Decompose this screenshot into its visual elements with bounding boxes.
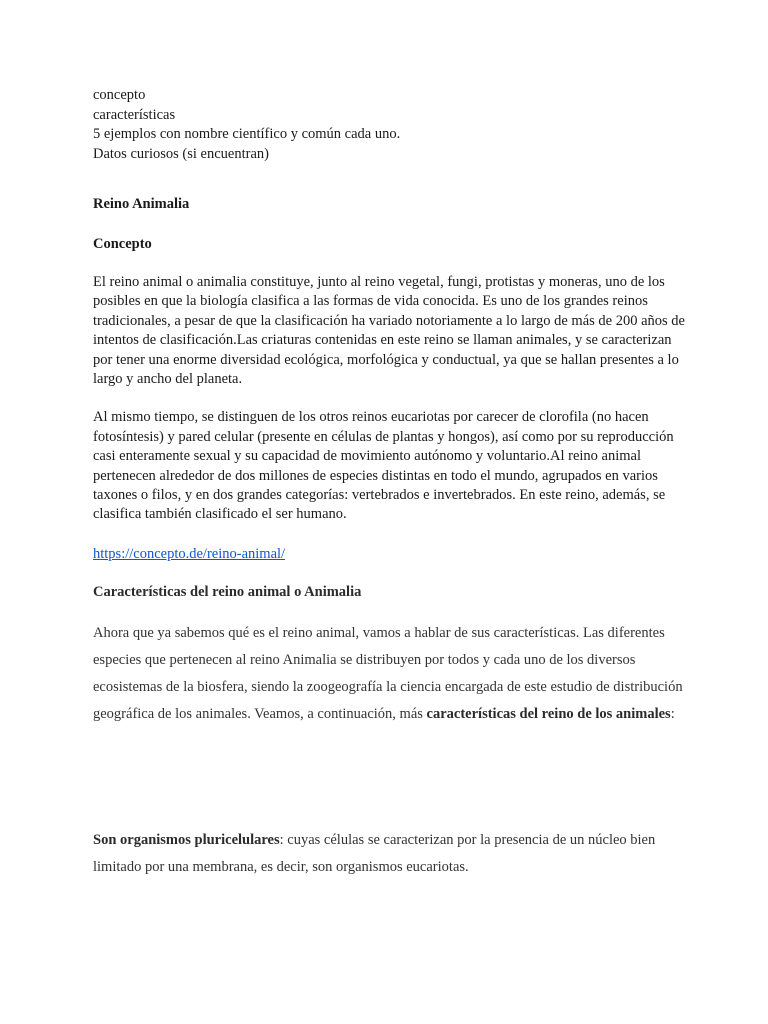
task-item: concepto	[93, 87, 146, 103]
paragraph-intro-caracteristicas	[93, 620, 688, 728]
heading-reino-animalia: Reino Animalia	[93, 196, 190, 212]
paragraph-intro-text: Ahora que ya sabemos qué es el reino animal, vamos a hablar de sus características. Las diferentes especies que pertenecen al reino Animalia se distribuyen por todos y cada uno de los diversos ecosistemas de la biosfera, siendo la zoogeografía la ciencia encargada de este estudio de distribución geográfica de los animales. Veamos, a continuación, más	[93, 624, 683, 722]
paragraph-pluricelulares-bold: Son organismos pluricelulares	[93, 831, 280, 848]
paragraph-distinctions: Al mismo tiempo, se distinguen de los otros reinos eucariotas por carecer de clorofila (no hacen fotosíntesis) y pared celular (presente en células de plantas y hongos), así como por su reproducción casi enteramente sexual y su capacidad de movimiento autónomo y voluntario.Al reino animal pertenecen alrededor de dos millones de especies distintas en todo el mundo, agrupados en varios taxones o filos, y en dos grandes categorías: vertebrados e invertebrados. En este reino, además, se clasifica también clasificado el ser humano.	[93, 409, 674, 523]
paragraph-intro-bold: características del reino de los animales	[426, 705, 671, 722]
paragraph-pluricelulares	[93, 827, 688, 881]
paragraph-intro-tail: :	[670, 705, 675, 722]
task-list	[93, 86, 688, 164]
source-link[interactable]: https://concepto.de/reino-animal/	[93, 545, 286, 562]
task-item: 5 ejemplos con nombre científico y común cada uno.	[93, 126, 401, 142]
heading-concepto: Concepto	[93, 235, 152, 252]
section-title-caracteristicas: Características del reino animal o Animalia	[93, 584, 362, 601]
paragraph-definition: El reino animal o animalia constituye, junto al reino vegetal, fungi, protistas y moneras, uno de los posibles en que la biología clasifica a las formas de vida conocida. Es uno de los grandes reinos tradicionales, a pesar de que la clasificación ha variado notoriamente a lo largo de más de 200 años de intentos de clasificación.Las criaturas contenidas en este reino se llaman animales, y se caracterizan por tener una enorme diversidad ecológica, morfológica y conductual, ya que se hallan presentes a lo largo y ancho del planeta.	[93, 274, 685, 388]
paragraph-pluricelulares-text: : cuyas células se caracterizan por la presencia de un núcleo bien limitado por una membrana, es decir, son organismos eucariotas.	[93, 831, 656, 875]
source-link-container	[93, 544, 688, 565]
task-item: características	[93, 106, 176, 123]
task-item: Datos curiosos (si encuentran)	[93, 145, 269, 162]
